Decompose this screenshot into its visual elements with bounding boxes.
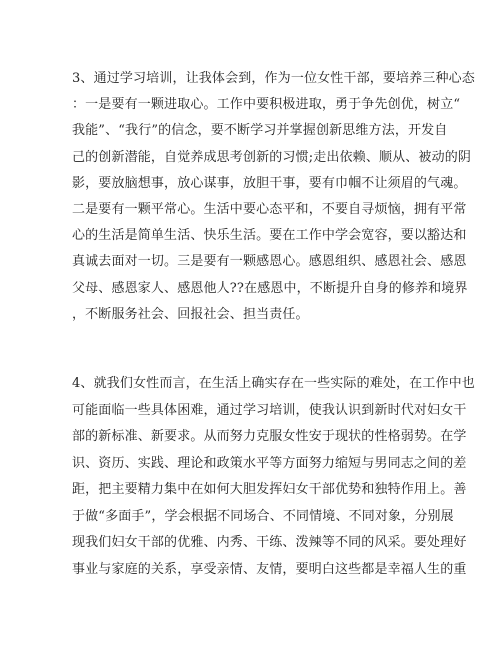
text-line: ：一是要有一颗进取心。工作中要积极进取，勇于争先创优，树立“ xyxy=(72,97,461,113)
text-line: 现我们妇女干部的优雅、内秀、干练、泼辣等不同的风采。要处理好 xyxy=(72,535,467,550)
text-line: 心的生活是简单生活、快乐生活。要在工作中学会宽容，要以豁达和 xyxy=(72,228,467,244)
text-line: 3、通过学习培训，让我体会到，作为一位女性干部，要培养三种心态 xyxy=(72,71,475,86)
text-line: 事业与家庭的关系，享受亲情、友情，要明白这些都是幸福人生的重 xyxy=(72,561,467,577)
text-line: 真诚去面对一切。三是要有一颗感恩心。感恩组织、感恩社会、感恩 xyxy=(72,254,467,270)
text-line: 部的新标准、新要求。从而努力克服女性安于现状的性格弱势。在学 xyxy=(72,429,467,444)
text-line: 识、资历、实践、理论和政策水平等方面努力缩短与男同志之间的差 xyxy=(72,455,467,471)
paragraph-4 xyxy=(72,371,475,583)
text-line: 可能面临一些具体困难，通过学习培训，使我认识到新时代对妇女干 xyxy=(72,402,467,418)
text-line: 距，把主要精力集中在如何大胆发挥妇女干部优势和独特作用上。善 xyxy=(72,482,467,497)
text-line: 4、就我们女性而言，在生活上确实存在一些实际的难处，在工作中也 xyxy=(72,376,475,391)
paragraph-3 xyxy=(72,66,475,328)
text-line: 影，要放脑想事，放心谋事，放胆干事，要有巾帼不让须眉的气魂。 xyxy=(72,175,467,191)
text-line: 父母、感恩家人、感恩他人??在感恩中，不断提升自身的修养和境界 xyxy=(72,280,468,296)
text-line: 于做“多面手”，学会根据不同场合、不同情境、不同对象，分别展 xyxy=(72,508,454,524)
text-line: ，不断服务社会、回报社会、担当责任。 xyxy=(72,306,309,322)
text-line: 二是要有一颗平常心。生活中要心态平和，不要自寻烦恼，拥有平常 xyxy=(72,201,467,217)
text-line: 我能”、“我行”的信念，要不断学习并掌握创新思维方法，开发自 xyxy=(72,123,448,139)
text-line: 己的创新潜能，自觉养成思考创新的习惯;走出依赖、顺从、被动的阴 xyxy=(72,149,472,165)
